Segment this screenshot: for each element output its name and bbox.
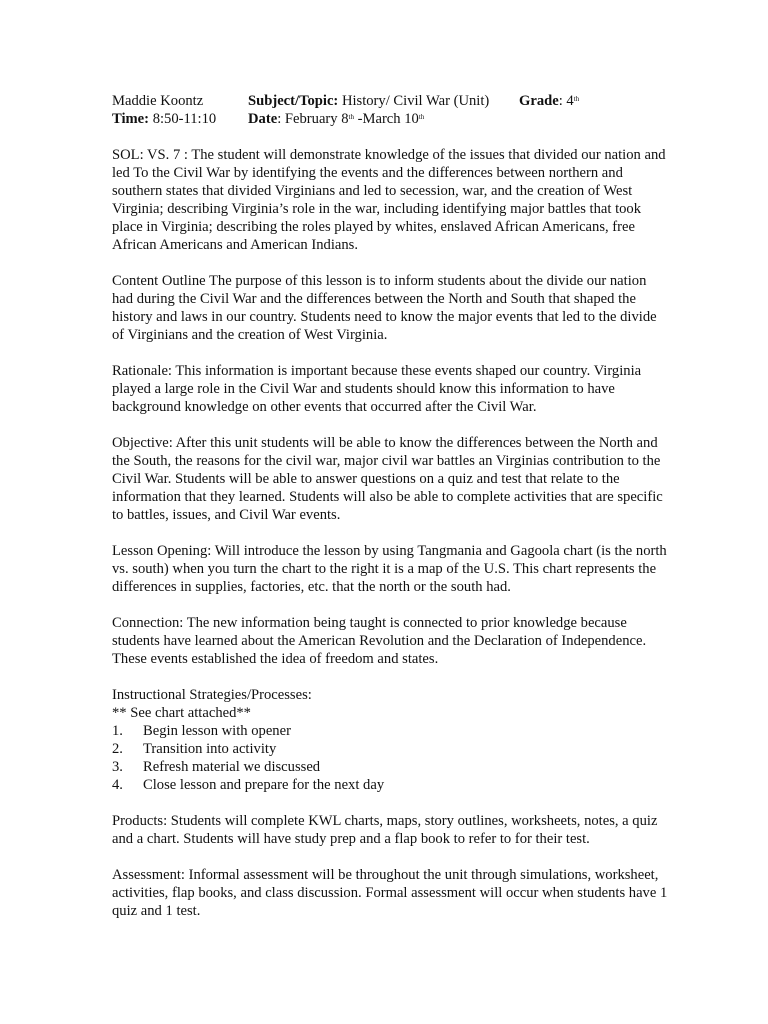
assessment-line-1: Assessment: Informal assessment will be throughout the unit through simulations, worksheet, xyxy=(112,867,659,883)
instructional-strategies xyxy=(112,686,668,794)
products-paragraph: Products: Students will complete KWL charts, maps, story outlines, worksheets, notes, a quiz and a chart. Students will have study prep and a flap book to refer to for their test. xyxy=(112,813,658,847)
grade-superscript: th xyxy=(573,95,580,103)
grade-value: : 4 xyxy=(558,93,574,109)
time xyxy=(112,110,216,128)
subject-value: History/ Civil War (Unit) xyxy=(341,93,490,109)
strategies-list xyxy=(112,722,668,794)
list-item xyxy=(112,758,668,776)
rationale-paragraph: Rationale: This information is important because these events shaped our country. Virginia played a large role in the Civil War and students should know this information to have background knowledge on other events that occurred after the Civil War. xyxy=(112,363,642,415)
list-item-number: 3. xyxy=(112,759,123,775)
list-item-number: 1. xyxy=(112,723,123,739)
list-item-text: Refresh material we discussed xyxy=(143,759,321,775)
list-item-number: 2. xyxy=(112,741,123,757)
connection-paragraph: Connection: The new information being taught is connected to prior knowledge because students have learned about the American Revolution and the Declaration of Independence. These events established the idea of freedom and states. xyxy=(112,615,647,667)
grade xyxy=(519,92,579,110)
author-name: Maddie Koontz xyxy=(112,93,204,109)
header-row-2 xyxy=(112,110,668,128)
time-value: 8:50-11:10 xyxy=(152,111,217,127)
subject-topic xyxy=(248,92,489,110)
list-item-text: Transition into activity xyxy=(143,741,277,757)
date-end: -March 10 xyxy=(353,111,419,127)
date-start: : February 8 xyxy=(277,111,349,127)
grade-label: Grade xyxy=(519,93,559,109)
assessment-line-2: activities, flap books, and class discussion. Formal assessment will occur when students have 1 quiz and 1 test. xyxy=(112,885,668,919)
time-label: Time: xyxy=(112,111,150,127)
objective-paragraph: Objective: After this unit students will be able to know the differences between the North and the South, the reasons for the civil war, major civil war battles an Virginias contribution to the Civil War. Students will be able to answer questions on a quiz and test that relate to the information that they learned. Students will also be able to complete activities that are specific to battles, issues, and Civil War events. xyxy=(112,435,663,523)
lesson-plan-document xyxy=(112,92,668,920)
date-end-superscript: th xyxy=(418,113,425,121)
list-item-text: Close lesson and prepare for the next day xyxy=(143,777,385,793)
list-item-number: 4. xyxy=(112,777,123,793)
list-item xyxy=(112,722,668,740)
list-item xyxy=(112,740,668,758)
strategies-title: Instructional Strategies/Processes: xyxy=(112,687,312,703)
content-outline-paragraph: Content Outline The purpose of this lesson is to inform students about the divide our nation had during the Civil War and the differences between the North and South that shaped the history and laws in our country. Students need to know the major events that led to the divide of Virginians and the creation of West Virginia. xyxy=(112,273,657,343)
date-start-superscript: th xyxy=(348,113,354,121)
strategies-note: ** See chart attached** xyxy=(112,705,251,721)
lesson-opening-paragraph: Lesson Opening: Will introduce the lesson by using Tangmania and Gagoola chart (is the north vs. south) when you turn the chart to the right it is a map of the U.S. This chart represents the differences in supplies, factories, etc. that the north or the south had. xyxy=(112,543,667,595)
list-item xyxy=(112,776,668,794)
header-row-1 xyxy=(112,92,668,110)
subject-label: Subject/Topic: xyxy=(248,93,339,109)
assessment-section xyxy=(112,866,668,920)
list-item-text: Begin lesson with opener xyxy=(143,723,291,739)
date xyxy=(248,110,424,128)
date-label: Date xyxy=(248,111,278,127)
sol-paragraph: SOL: VS. 7 : The student will demonstrate knowledge of the issues that divided our nation and led To the Civil War by identifying the events and the differences between northern and southern states that divided Virginians and led to secession, war, and the creation of West Virginia; describing Virginia’s role in the war, including identifying major battles that took place in Virginia; describing the roles played by whites, enslaved African Americans, free African Americans and American Indians. xyxy=(112,147,666,253)
